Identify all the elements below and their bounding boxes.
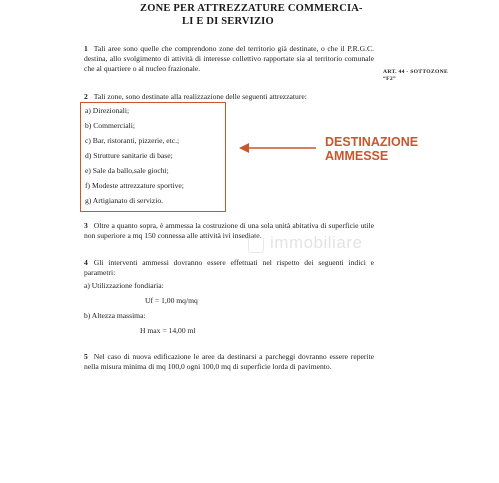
list-item: f) Modeste attrezzature sportive; [85,181,184,190]
paragraph-2 [84,92,374,102]
index-b-value: H max = 14,00 ml [140,326,196,335]
index-b-label: b) Altezza massima: [84,311,146,320]
title-line-2: LI E DI SERVIZIO [182,16,274,27]
paragraph-1 [84,44,374,74]
document-title [140,2,380,28]
watermark-house-icon [248,237,264,253]
list-item: c) Bar, ristoranti, pizzerie, etc.; [85,136,180,145]
paragraph-5-text: Nel caso di nuova edificazione le aree da destinarsi a parcheggi dovranno essere reperite nella misura minima di mq 100,0 ogni 100,0 mq di superficie lorda di pavimento. [84,352,374,371]
paragraph-4 [84,258,374,278]
side-note [383,69,473,83]
paragraph-1-number: 1 [84,44,88,53]
list-item: e) Sale da ballo,sale giochi; [85,166,169,175]
paragraph-4-number: 4 [84,258,88,267]
paragraph-2-number: 2 [84,92,88,101]
callout-line-1: DESTINAZIONE [325,135,419,149]
title-line-1: ZONE PER ATTREZZATURE COMMERCIA- [140,3,363,14]
index-a-label: a) Utilizzazione fondiaria: [84,281,164,290]
paragraph-1-text: Tali aree sono quelle che comprendono zone del territorio già destinate, o che il P.R.G.C. destina, allo svolgimento di attività di interesse collettivo rapportate sia al territorio comunale che al quartiere o al nucleo frazionale. [84,44,374,73]
paragraph-4-text: Gli interventi ammessi dovranno essere effettuati nel rispetto dei seguenti indici e parametri: [84,258,374,277]
paragraph-5 [84,352,374,372]
callout-label [325,135,445,163]
list-item: d) Strutture sanitarie di base; [85,151,173,160]
paragraph-2-text: Tali zone, sono destinate alla realizzazione delle seguenti attrezzature: [93,92,307,101]
paragraph-3-text: Oltre a quanto sopra, è ammessa la costruzione di una sola unità abitativa di superficie utile non superiore a mq 150 connessa alle attività ivi insediate. [84,221,374,240]
side-note-line-1: ART. 44 - SOTTOZONE [383,69,448,75]
list-item: a) Direzionali; [85,106,130,115]
callout-line-2: AMMESSE [325,149,389,163]
list-item: b) Commerciali; [85,121,135,130]
watermark-text: immobiliare [270,233,363,252]
index-a-value: Uf = 1,00 mq/mq [145,296,198,305]
arrow-left-icon [238,141,318,155]
allowed-uses-box [80,102,226,212]
watermark-logo [248,232,368,258]
list-item: g) Artigianato di servizio. [85,196,164,205]
paragraph-3-number: 3 [84,221,88,230]
paragraph-5-number: 5 [84,352,88,361]
side-note-line-2: “F2” [383,76,397,82]
